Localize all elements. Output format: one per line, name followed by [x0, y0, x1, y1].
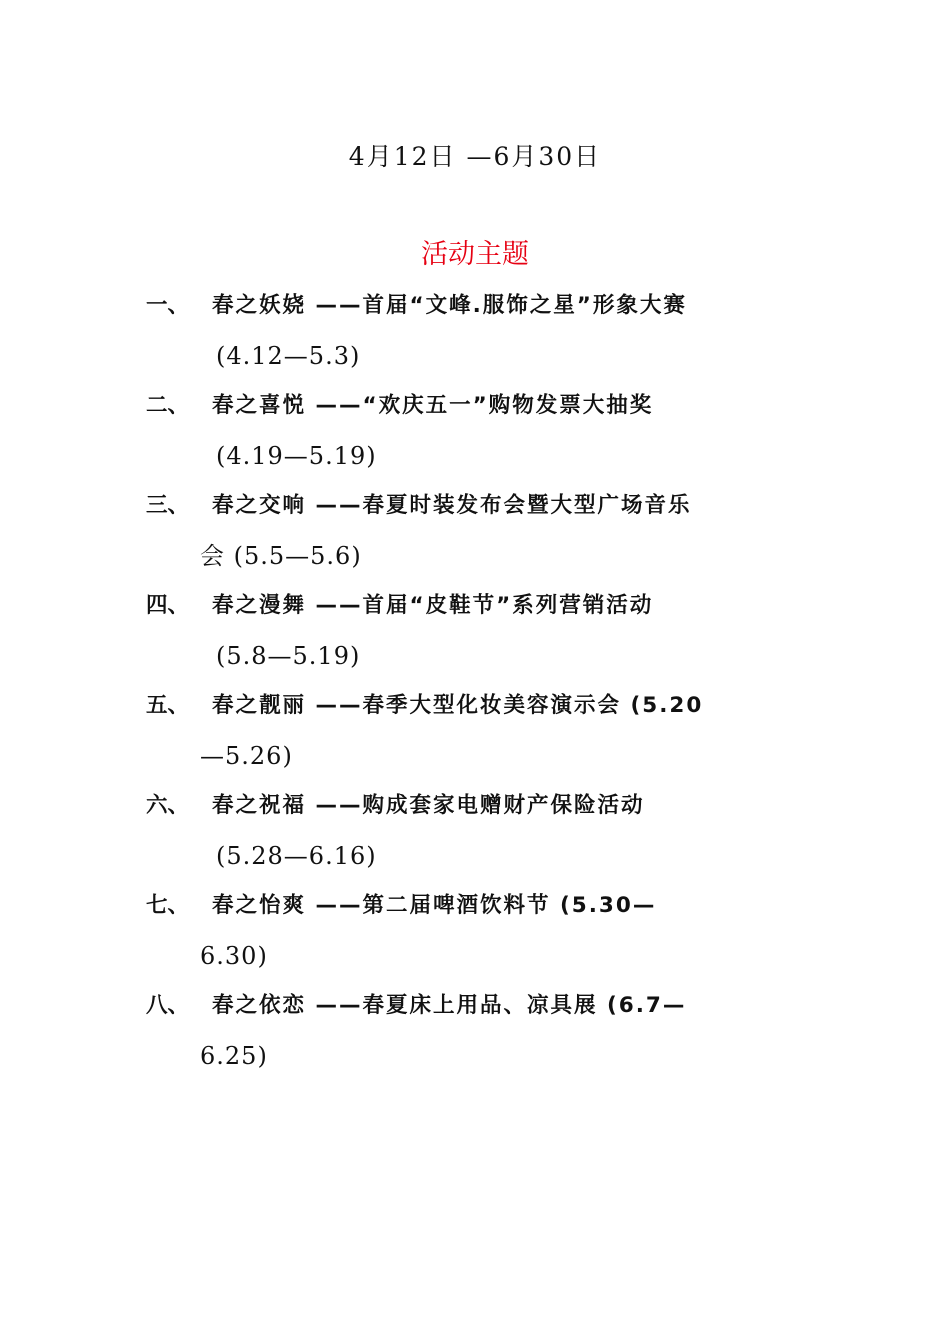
- activity-item: [146, 384, 810, 484]
- item-title: 春之喜悦 ——“欢庆五一”购物发票大抽奖: [212, 393, 654, 418]
- item-dates: (5.28—6.16): [216, 842, 377, 870]
- item-number: 四、: [146, 593, 190, 618]
- item-dates: 6.30): [200, 942, 268, 970]
- item-title: 春之祝福 ——购成套家电赠财产保险活动: [212, 793, 645, 818]
- activity-item: [146, 684, 810, 784]
- item-title: 春之漫舞 ——首届“皮鞋节”系列营销活动: [212, 593, 654, 618]
- item-number: 七、: [146, 893, 190, 918]
- item-number: 五、: [146, 693, 190, 718]
- item-title: 春之交响 ——春夏时装发布会暨大型广场音乐: [212, 493, 692, 518]
- activity-item: [146, 784, 810, 884]
- item-title: 春之怡爽 ——第二届啤酒饮料节 (5.30—: [212, 893, 657, 918]
- item-title: 春之妖娆 ——首届“文峰.服饰之星”形象大赛: [212, 293, 687, 318]
- item-number: 六、: [146, 793, 190, 818]
- item-number: 一、: [146, 293, 190, 318]
- activity-item: [146, 284, 810, 384]
- item-title: 春之靓丽 ——春季大型化妆美容演示会 (5.20: [212, 693, 704, 718]
- item-dates: 会 (5.5—5.6): [200, 542, 362, 570]
- item-number: 八、: [146, 993, 190, 1018]
- item-number: 三、: [146, 493, 190, 518]
- item-dates: (4.19—5.19): [216, 442, 377, 470]
- item-title: 春之依恋 ——春夏床上用品、凉具展 (6.7—: [212, 993, 687, 1018]
- item-dates: 6.25): [200, 1042, 268, 1070]
- activity-item: [146, 484, 810, 584]
- activity-item: [146, 884, 810, 984]
- item-dates: (5.8—5.19): [216, 642, 361, 670]
- item-number: 二、: [146, 393, 190, 418]
- date-range: 4月12日 —6月30日: [348, 142, 602, 171]
- activity-item: [146, 584, 810, 684]
- activity-item: [146, 984, 810, 1084]
- section-title: 活动主题: [421, 239, 529, 270]
- activity-list: [146, 284, 810, 1084]
- item-dates: —5.26): [200, 742, 293, 770]
- item-dates: (4.12—5.3): [216, 342, 361, 370]
